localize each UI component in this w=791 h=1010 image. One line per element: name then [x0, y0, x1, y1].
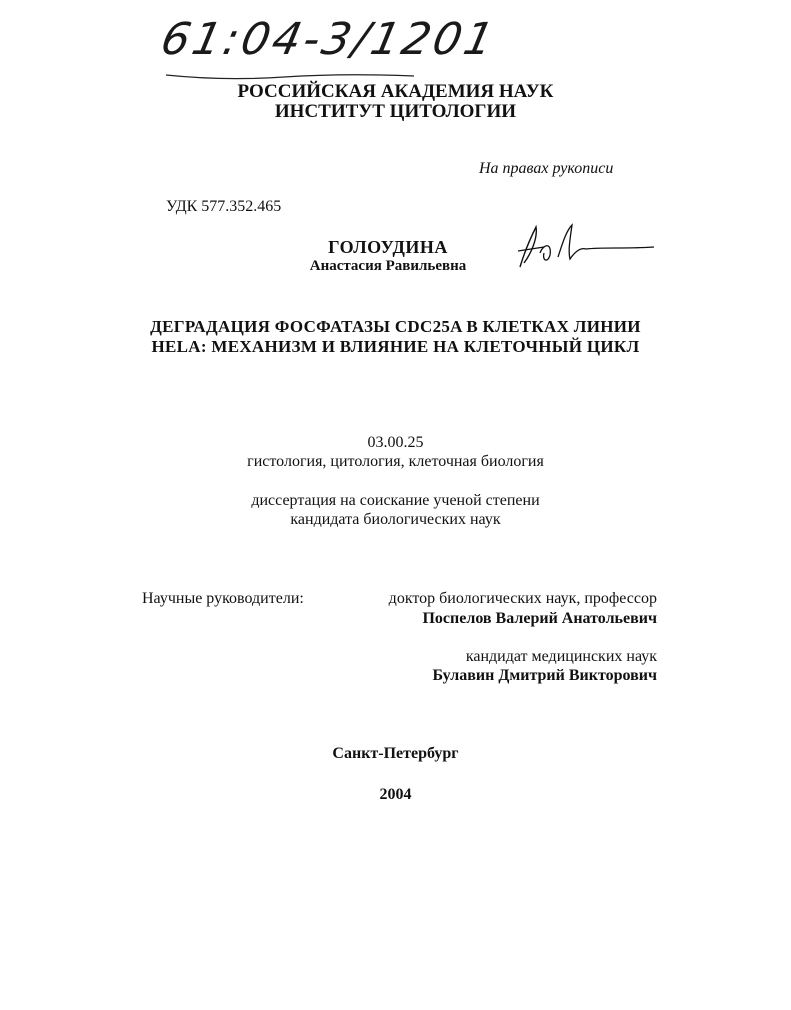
degree-description: кандидата биологических наук — [290, 511, 501, 528]
handwritten-catalog-number: 61:04-3/1201 — [156, 14, 501, 65]
author-surname: ГОЛОУДИНА — [328, 237, 448, 257]
dissertation-title-line: ДЕГРАДАЦИЯ ФОСФАТАЗЫ CDC25A В КЛЕТКАХ ЛИНИИ — [150, 317, 641, 336]
udc-code: УДК 577.352.465 — [166, 198, 282, 215]
author-signature — [514, 217, 662, 277]
author-given-names: Анастасия Равильевна — [309, 258, 467, 274]
supervisor-title: доктор биологических наук, профессор — [388, 590, 657, 607]
specialty-code: 03.00.25 — [367, 434, 424, 451]
specialty-name: гистология, цитология, клеточная биология — [247, 453, 544, 470]
year: 2004 — [379, 786, 412, 803]
dissertation-title-line: HELA: МЕХАНИЗМ И ВЛИЯНИЕ НА КЛЕТОЧНЫЙ ЦИКЛ — [151, 337, 640, 356]
city: Санкт-Петербург — [332, 745, 459, 762]
manuscript-rights-note: На правах рукописи — [479, 160, 614, 177]
supervisor-name: Поспелов Валерий Анатольевич — [422, 610, 657, 627]
organization-name: РОССИЙСКАЯ АКАДЕМИЯ НАУК — [237, 81, 554, 102]
supervisor-name: Булавин Дмитрий Викторович — [432, 667, 657, 684]
supervisor-title: кандидат медицинских наук — [465, 648, 657, 665]
degree-description: диссертация на соискание ученой степени — [251, 492, 540, 509]
supervisors-label: Научные руководители: — [142, 590, 304, 607]
institute-name: ИНСТИТУТ ЦИТОЛОГИИ — [274, 101, 517, 122]
